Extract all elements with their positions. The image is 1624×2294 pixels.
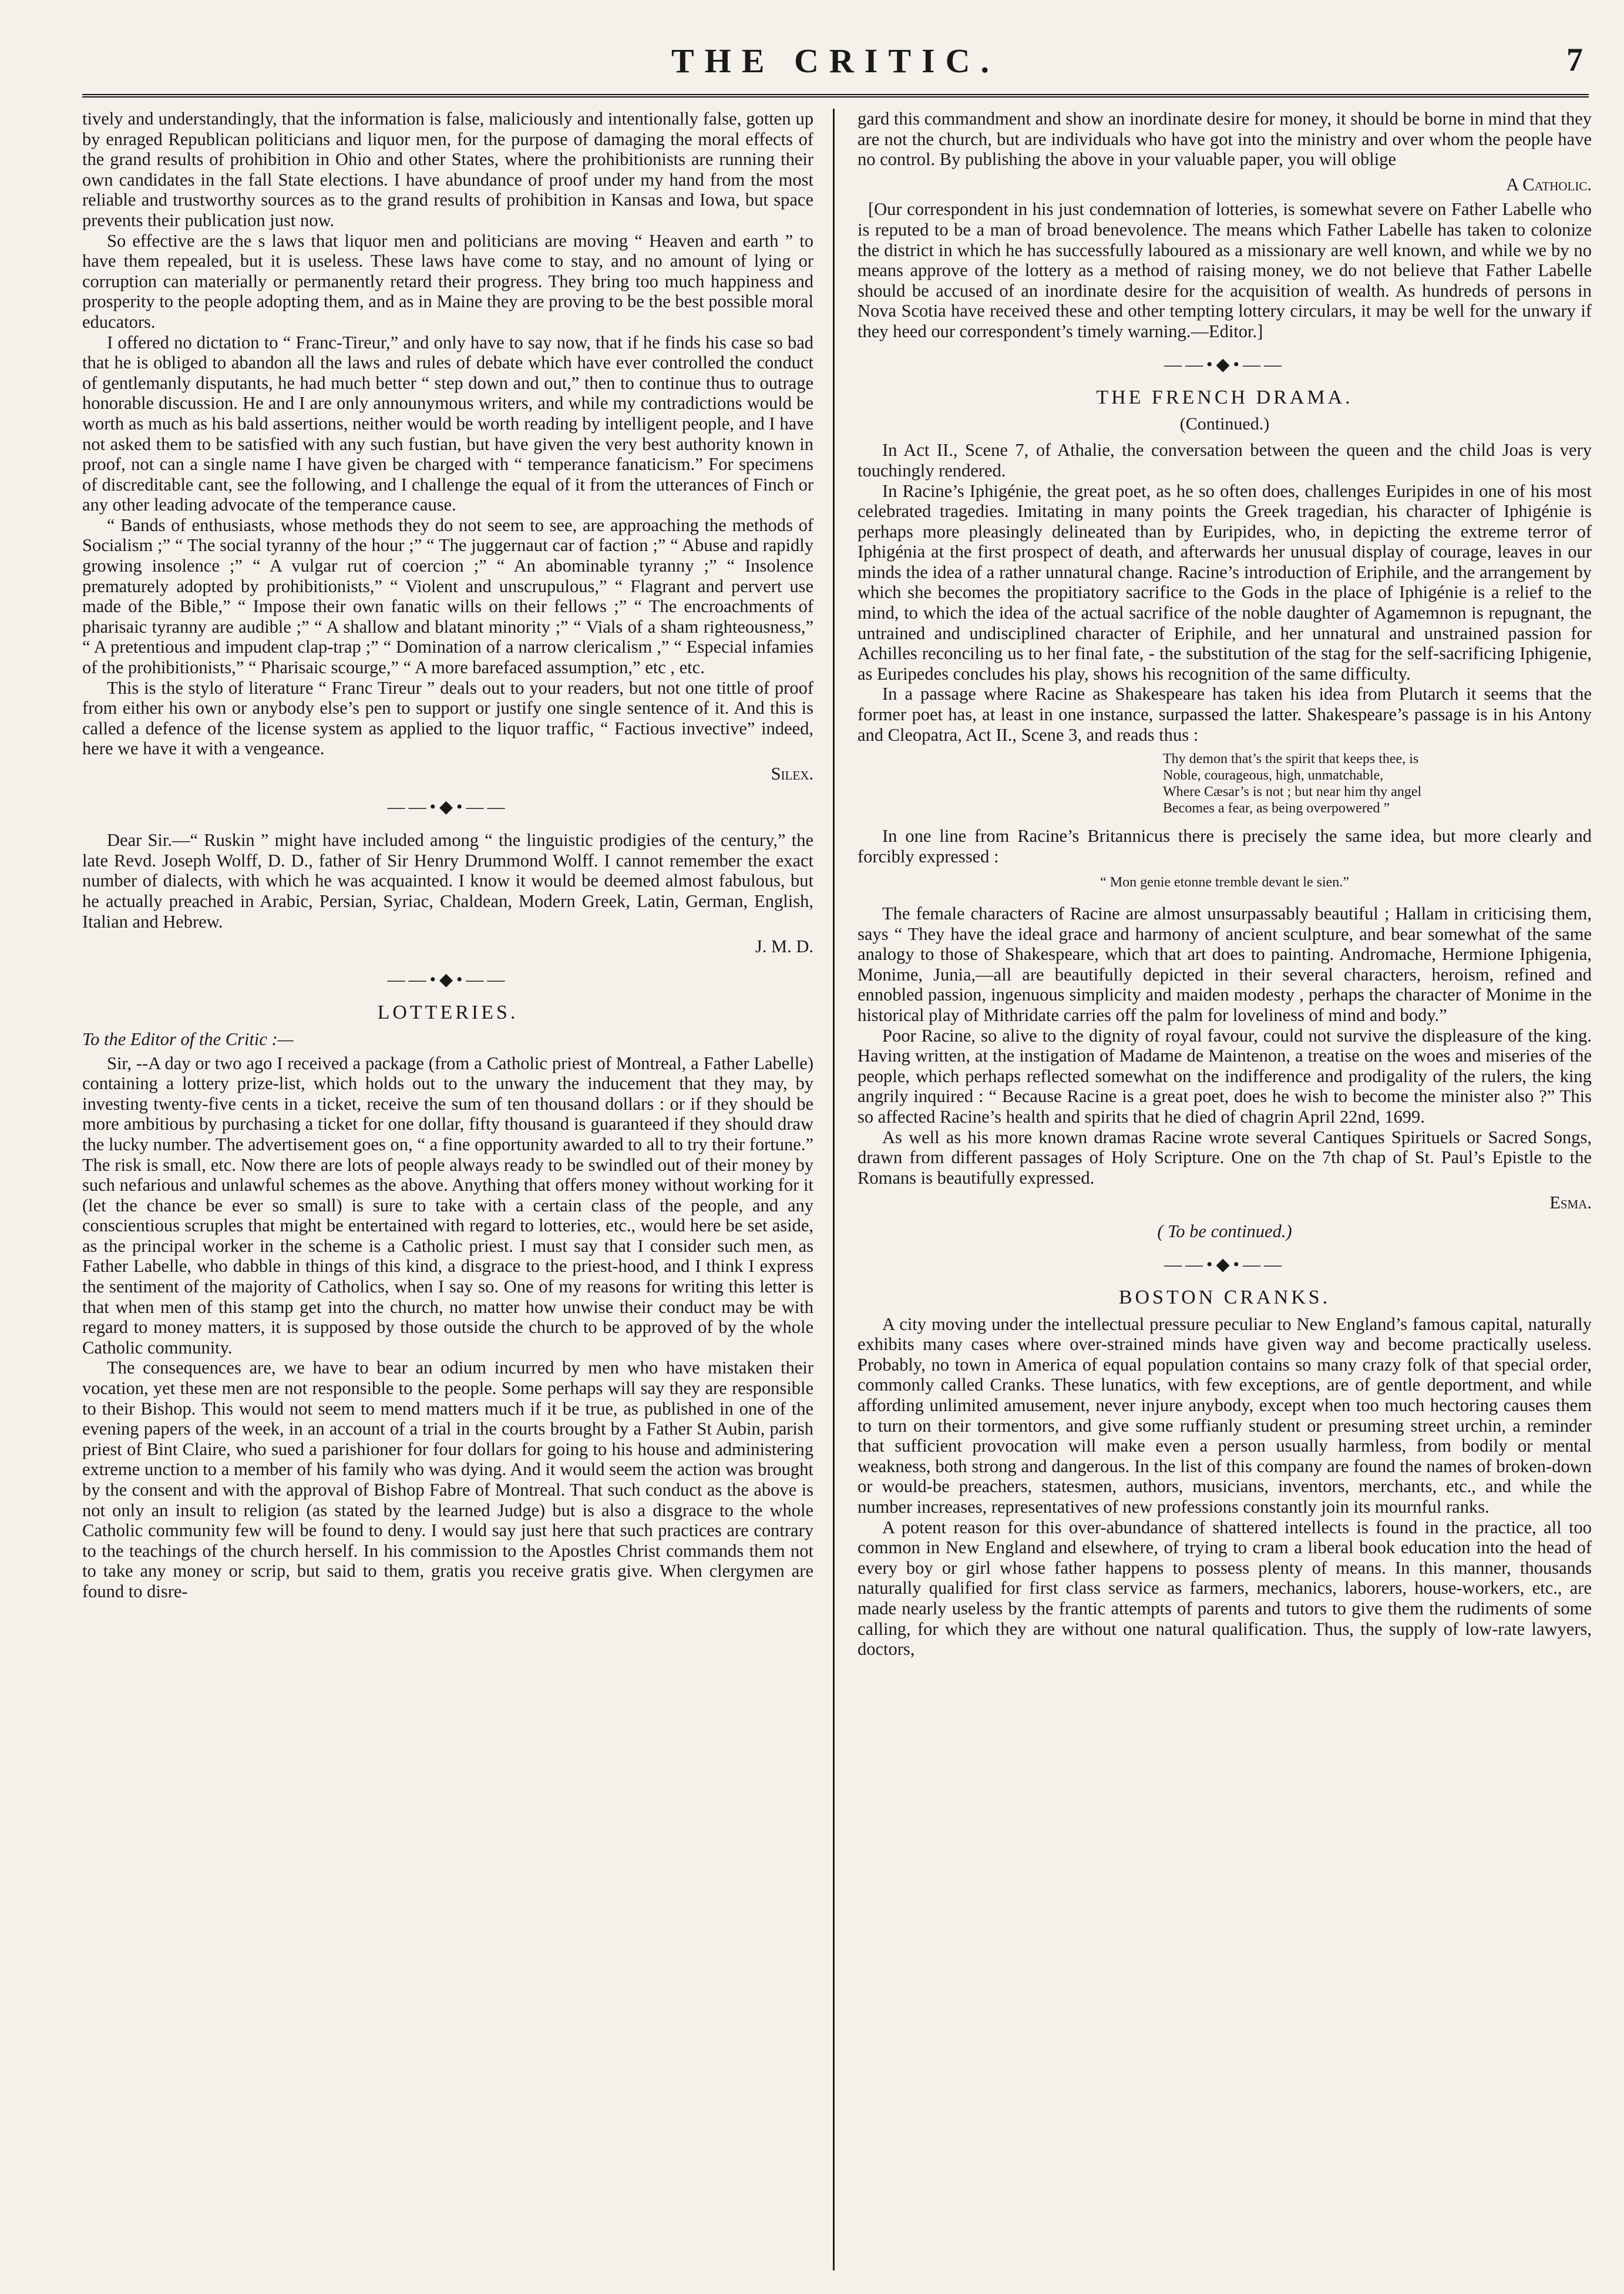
section-separator [858,355,1592,375]
drama-paragraph: In a passage where Racine as Shakespeare has taken his idea from Plutarch it seems that the former poet has, at least in one instance, surpassed the latter. Shakespeare’s passage is in his Antony and Cleopatra, Act II., Scene 3, and reads thus : [858,684,1592,745]
section-separator [82,970,813,990]
newspaper-title: THE CRITIC. [671,42,1000,80]
section-separator [858,1255,1592,1275]
continued-label: (Continued.) [1179,414,1270,434]
drama-paragraph: In Racine’s Iphigénie, the great poet, as he so often does, challenges Euripides in one of his most celebrated tragedies. Imitating in many points the Greek tragedian, his character of Iphigénie is perhaps more pleasingly delineated than by Euripides, who, in depicting the extreme terror of Iphigénia at the first prospect of death, and afterwards her unusual display of courage, leaves in our minds the idea of a rather unnatural change. Racine’s introduction of Eriphile, and the arrangement by which she becomes the propitiatory sacrifice to the Gods in the place of Iphigénie is a relief to the mind, to which the idea of the actual sacrifice of the noble daughter of Agamemnon is repugnant, the untrained and undisciplined character of Eriphile, and her unnatural and unstrained passion for Achilles reconciling us to her final fate, - the substitution of the stag for the self-sacrificing Iphigenie, as Euripedes concludes his play, shows his recognition of the same difficulty. [858,481,1592,684]
heading-french-drama: THE FRENCH DRAMA. [1096,387,1353,409]
page-number: 7 [1566,42,1583,78]
heading-lotteries: LOTTERIES. [377,1002,519,1024]
signature-a-catholic: A Catholic. [1506,174,1592,194]
lotteries-paragraph: Sir, --A day or two ago I received a package (from a Catholic priest of Montreal, a Father Labelle) containing a lottery prize-list, which holds out to the unwary the inducement that they may, by investing twenty-five cents in a ticket, receive the sum of ten thousand dollars : or if they should be more ambitious by purchasing a ticket for one dollar, fifty thousand is guaranteed if they should draw the lucky number. The advertisement goes on, “ a fine opportunity awarded to all to try their fortune.” The risk is small, etc. Now there are lots of people always ready to be swindled out of their money by such nefarious and unlawful schemes as the above. Anything that offers money without working for it (let the chance be ever so small) is sure to take with a certain class of the people, and any conscientious scruples that might be entertained with regard to lotteries, etc., would here be set aside, as the principal worker in the scheme is a Catholic priest. I must say that I consider such men, as Father Labelle, who dabble in things of this kind, a disgrace to the priest-hood, and I think I express the sentiment of the majority of Catholics, when I say so. One of my reasons for writing this letter is that when men of this stamp get into the church, no matter how unwise their conduct may be with regard to money matters, it is supposed by those outside the church to be approved of by the whole Catholic community. [82,1053,813,1358]
signature-esma: Esma. [1549,1193,1592,1213]
column-divider [833,109,835,2271]
racine-quote: “ Mon genie etonne tremble devant le sien.” [1100,875,1349,891]
drama-paragraph: As well as his more known dramas Racine wrote several Cantiques Spirituels or Sacred Songs, drawn from different passages of Holy Scripture. One on the 7th chap of St. Paul’s Epistle to the Romans is beautifully expressed. [858,1127,1592,1188]
right-column [858,109,1592,2271]
ruskin-letter-paragraph: Dear Sir.—“ Ruskin ” might have included among “ the linguistic prodigies of the century,” the late Revd. Joseph Wolff, D. D., father of Sir Henry Drummond Wolff. I cannot remember the exact number of dialects, with which he was acquainted. I know it would be deemed almost fabulous, but he actually preached in Arabic, Persian, Syriac, Chaldean, Modern Greek, Latin, German, English, Italian and Hebrew. [82,830,813,932]
drama-paragraph: In Act II., Scene 7, of Athalie, the conversation between the queen and the child Joas is very touchingly rendered. [858,440,1592,481]
lotteries-paragraph: The consequences are, we have to bear an odium incurred by men who have mistaken their vocation, yet these men are not responsible to the people. Some perhaps will say they are responsible to their Bishop. This would not seem to mend matters much if it be true, as published in one of the evening papers of the week, in an account of a trial in the courts brought by a Father St Aubin, parish priest of Bint Claire, who sued a parishioner for four dollars for going to his house and administering extreme unction to a member of his family who was dying. And it would seem the action was brought by the consent and with the approval of Bishop Fabre of Montreal. That such conduct as the above is not only an insult to religion (as stated by the learned Judge) but is also a disgrace to the whole Catholic community few will be found to deny. I would say just here that such practices are contrary to the teachings of the church herself. In his commission to the Apostles Christ commands them not to take any money or scrip, but said to them, gratis you receive gratis give. When clergymen are found to disre- [82,1358,813,1601]
drama-paragraph: Poor Racine, so alive to the dignity of royal favour, could not survive the displeasure of the king. Having written, at the instigation of Madame de Maintenon, a treatise on the woes and miseries of the people, which perhaps reflected somewhat on the indifference and prodigality of the rulers, the king angrily inquired : “ Because Racine is a great poet, does he wish to become the minister also ?” This so affected Racine’s health and spirits that he died of chagrin April 22nd, 1699. [858,1025,1592,1127]
signature-jmd: J. M. D. [755,936,813,957]
temperance-letter-paragraph: This is the stylo of literature “ Franc Tireur ” deals out to your readers, but not one tittle of proof from either his own or anybody else’s pen to support or justify one single sentence of it. And this is called a defence of the license system as applied to the liquor traffic, “ Factious invective” indeed, here we have it with a vengeance. [82,677,813,759]
section-separator [82,797,813,818]
shakespeare-quote: Thy demon that’s the spirit that keeps thee, is Noble, courageous, high, unmatchable, Where Cæsar’s is not ; but near him thy angel Becomes a fear, as being overpowered ” [1163,751,1422,817]
temperance-letter-paragraph: So effective are the s laws that liquor men and politicians are moving “ Heaven and earth ” to have them repealed, but it is useless. These laws have come to stay, and no amount of lying or corruption can materially or permanently retard their progress. They bring too much happiness and prosperity to the people adopting them, and as in Maine they are proving to be the best possible moral educators. [82,230,813,332]
temperance-letter-paragraph: I offered no dictation to “ Franc-Tireur,” and only have to say now, that if he finds his case so bad that he is obliged to abandon all the laws and rules of debate which have ever controlled the conduct of gentlemanly disputants, he had much better “ step down and out,” then to continue thus to outrage honorable discussion. He and I are only announymous writers, and while my contradictions would be worth as much as his bald assertions, neither would be worth reading by intelligent people, and I have not asked them to be satisfied with any such fustian, but have given the very best authority known in proof, not can a single name I have given be charged with “ temperance fanaticism.” For specimens of discreditable cant, see the following, and I challenge the equal of it from the utterances of Finch or any other leading advocate of the temperance cause. [82,332,813,515]
boston-paragraph: A potent reason for this over-abundance of shattered intellects is found in the practice, all too common in New England and elsewhere, of trying to cram a liberal book education into the head of every boy or girl whose father happens to possess plenty of means. In this manner, thousands naturally qualified for first class service as farmers, mechanics, laborers, house-workers, etc., are made nearly useless by the frantic attempts of parents and tutors to give them the rudiments of some calling, for which they are without one natural qualification. Thus, the supply of low-rate lawyers, doctors, [858,1517,1592,1660]
heading-boston-cranks: BOSTON CRANKS. [1118,1287,1331,1309]
left-column [82,109,813,2271]
drama-paragraph: The female characters of Racine are almost unsurpassably beautiful ; Hallam in criticising them, says “ They have the ideal grace and harmony of ancient sculpture, and bear somewhat of the same analogy to those of Shakespeare, which that art does to painting. Andromache, Hermione Iphigenia, Monime, Junia,—all are beautifully depicted in their several characters, heroism, refined and ennobled passion, ingenuous simplicity and maiden modesty , perhaps the character of Monime in the historical play of Mithridate carries off the palm for loveliness of mind and body.” [858,904,1592,1025]
drama-paragraph: In one line from Racine’s Britannicus there is precisely the same idea, but more clearly and forcibly expressed : [858,826,1592,866]
boston-paragraph: A city moving under the intellectual pressure peculiar to New England’s famous capital, naturally exhibits many cases where over-strained minds have given way and become practically useless. Probably, no town in America of equal population contains so many crazy folk of that special order, commonly called Cranks. These lunatics, with few exceptions, are of gentle deportment, and while affording unlimited amusement, never injure anybody, except when too much hectoring causes them to turn on their tormentors, and give some ruffianly student or presuming street urchin, a reminder that sufficient provocation will make even a person usually harmless, from bodily or mental weakness, both strong and dangerous. In the list of this company are found the names of broken-down or would-be preachers, statesmen, authors, musicians, inventors, merchants, etc., and while the number increases, representatives of new professions constantly join its mournful ranks. [858,1314,1592,1517]
signature-silex: Silex. [771,764,813,784]
masthead [82,41,1589,98]
to-be-continued: ( To be continued.) [1157,1221,1292,1241]
temperance-letter-paragraph: “ Bands of enthusiasts, whose methods they do not seem to see, are approaching the methods of Socialism ;” “ The social tyranny of the hour ;” “ The juggernaut car of faction ;” “ Abuse and rapidly growing insolence ;” “ A vulgar rut of coercion ;” “ An abominable tyranny ;” “ Insolence prematurely adopted by prohibitionists,” “ Violent and unscrupulous,” “ Flagrant and pervert use made of the Bible,” “ Impose their own fanatic wills on their fellows ;” “ The encroachments of pharisaic tyranny are audible ;” “ A shallow and blatant minority ;” “ Vials of a sham righteousness,” “ A pretentious and impudent clap-trap ;” “ Domination of a narrow clericalism ,” “ Especial infamies of the prohibitionists,” “ Pharisaic scourge,” “ A more barefaced assumption,” etc , etc. [82,515,813,678]
salutation: To the Editor of the Critic :— [82,1029,294,1049]
editor-note: [Our correspondent in his just condemnation of lotteries, is somewhat severe on Father Labelle who is reputed to be a man of broad benevolence. The means which Father Labelle has taken to colonize the district in which he has successfully laboured as a missionary are well known, and while we by no means approve of the lottery as a method of raising money, we do not believe that Father Labelle should be accused of an inordinate desire for the acquisition of wealth. As hundreds of persons in Nova Scotia have received these and other tempting lottery circulars, it may be well for the unwary if they heed our correspondent’s timely warning.—Editor.] [858,199,1592,341]
lotteries-paragraph: gard this commandment and show an inordinate desire for money, it should be borne in mind that they are not the church, but are individuals who have got into the ministry and over whom the people have no control. By publishing the above in your valuable paper, you will oblige [858,109,1592,170]
temperance-letter-paragraph: tively and understandingly, that the information is false, maliciously and intentionally false, gotten up by enraged Republican politicians and liquor men, for the purpose of damaging the moral effects of the grand results of prohibition in Ohio and other States, where the prohibitionists are running their own candidates in the fall State elections. I have abundance of proof under my hand from the most reliable and trustworthy sources as to the grand results of prohibition in Kansas and Iowa, but space prevents their publication just now. [82,109,813,230]
